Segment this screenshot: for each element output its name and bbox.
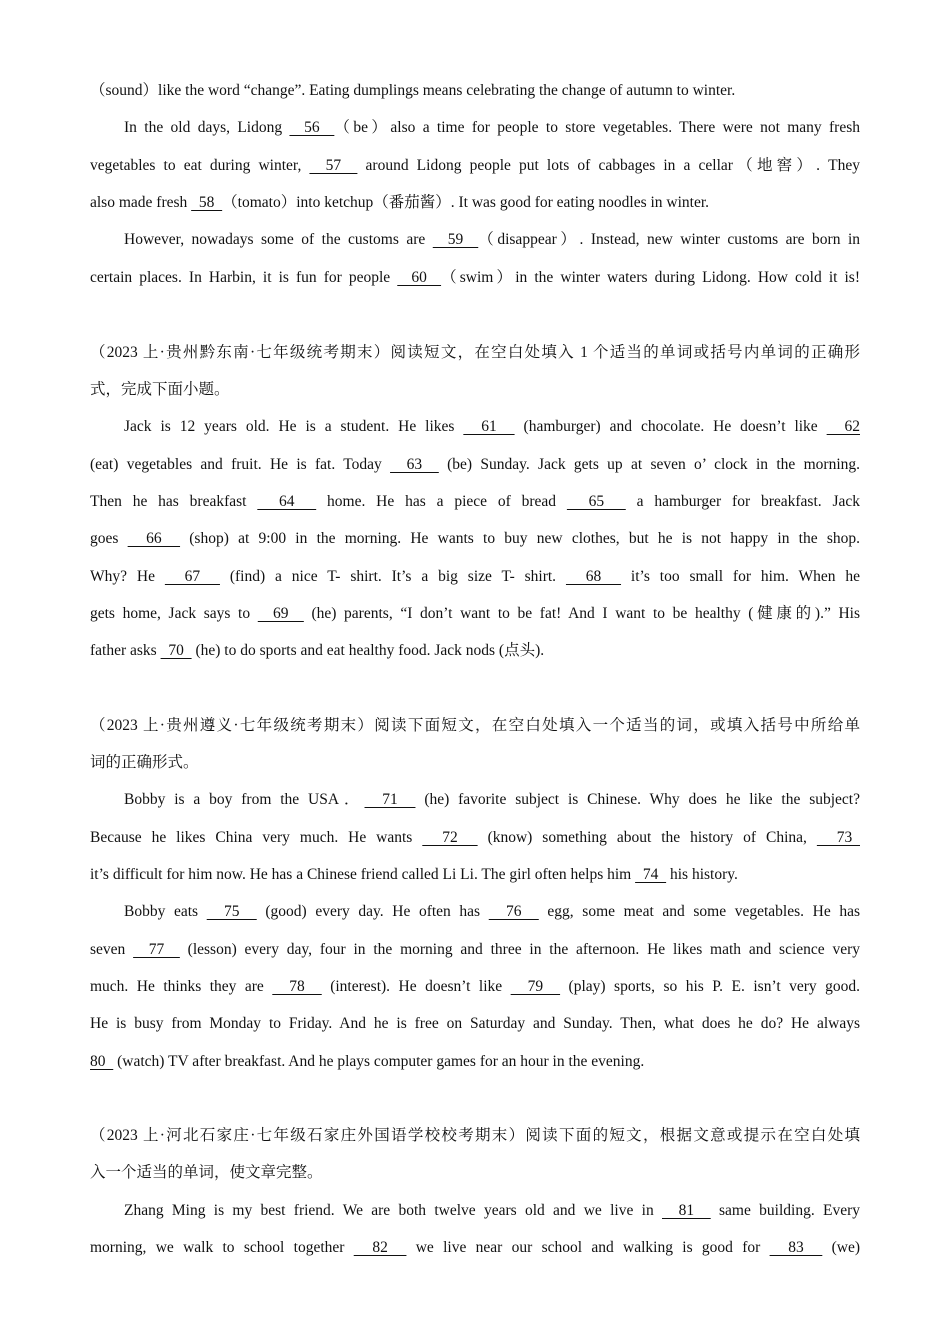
blank-76[interactable]: 76 bbox=[488, 903, 539, 920]
text-run: vegetables to eat during winter, bbox=[90, 157, 310, 174]
text-run: it’s too small for him. When he bbox=[621, 568, 860, 585]
text-run: certain places. In Harbin, it is fun for people bbox=[90, 269, 398, 286]
passage-a-line-3 bbox=[90, 156, 860, 176]
passage-a-line-4 bbox=[90, 193, 860, 213]
blank-61[interactable]: 61 bbox=[463, 418, 515, 435]
blank-67[interactable]: 67 bbox=[164, 568, 220, 585]
passage-b-line-5 bbox=[90, 567, 860, 587]
text-run: (know) something about the history of China, bbox=[477, 829, 817, 846]
text-run: Because he likes China very much. He wants bbox=[90, 829, 423, 846]
text-run: gets home, Jack says to bbox=[90, 605, 258, 622]
blank-75[interactable]: 75 bbox=[206, 903, 257, 920]
passage-b-line-7 bbox=[90, 641, 860, 661]
blank-63[interactable]: 63 bbox=[390, 456, 439, 473]
blank-65[interactable]: 65 bbox=[566, 493, 626, 510]
text-run: Bobby is a boy from the USA． bbox=[124, 791, 365, 808]
text-run: Why? He bbox=[90, 568, 165, 585]
text-run: (interest). He doesn’t like bbox=[321, 978, 511, 995]
blank-71[interactable]: 71 bbox=[364, 791, 416, 808]
text-run: (shop) at 9:00 in the morning. He wants to buy new clothes, but he is not happy in the shop. bbox=[180, 530, 860, 547]
text-run: seven bbox=[90, 941, 134, 958]
blank-82[interactable]: 82 bbox=[353, 1239, 407, 1256]
text-run: 式，完成下面小题。 bbox=[90, 381, 230, 398]
passage-b-line-1 bbox=[124, 417, 860, 437]
passage-a-line-6 bbox=[90, 268, 860, 288]
passage-b-line-4 bbox=[90, 529, 860, 549]
blank-78[interactable]: 78 bbox=[272, 978, 322, 995]
text-run: (watch) TV after breakfast. And he plays computer games for an hour in the evening. bbox=[113, 1053, 645, 1070]
passage-d-heading-cont bbox=[90, 1163, 860, 1183]
text-run: （2023 上·贵州黔东南·七年级统考期末）阅读短文，在空白处填入 1 个适当的单词或括号内单词的正确形 bbox=[90, 344, 860, 361]
passage-b-line-2 bbox=[90, 455, 860, 475]
text-run: （be）also a time for people to store vegetables. There were not many fresh bbox=[334, 119, 860, 136]
passage-b-heading bbox=[90, 343, 860, 363]
text-run: also made fresh bbox=[90, 194, 192, 211]
text-run: Jack is 12 years old. He is a student. He likes bbox=[124, 418, 464, 435]
passage-c-line-8 bbox=[90, 1052, 860, 1072]
text-run: around Lidong people put lots of cabbages in a cellar（地窖）. They bbox=[357, 157, 860, 174]
text-run: （disappear）. Instead, new winter customs are born in bbox=[478, 231, 860, 248]
passage-b-line-6 bbox=[90, 604, 860, 624]
text-run: (be) Sunday. Jack gets up at seven o’ clock in the morning. bbox=[438, 456, 860, 473]
blank-69[interactable]: 69 bbox=[257, 605, 304, 622]
text-run: (play) sports, so his P. E. isn’t very good. bbox=[560, 978, 860, 995]
text-run: Zhang Ming is my best friend. We are both twelve years old and we live in bbox=[124, 1202, 662, 1219]
text-run: a hamburger for breakfast. Jack bbox=[625, 493, 860, 510]
text-run: He is busy from Monday to Friday. And he is free on Saturday and Sunday. Then, what does he do? He always bbox=[90, 1015, 860, 1032]
text-run: egg, some meat and some vegetables. He has bbox=[538, 903, 860, 920]
blank-57[interactable]: 57 bbox=[309, 157, 358, 174]
text-run: same building. Every bbox=[710, 1202, 860, 1219]
blank-72[interactable]: 72 bbox=[422, 829, 478, 846]
passage-d-line-2 bbox=[90, 1238, 860, 1258]
text-run: In the old days, Lidong bbox=[124, 119, 290, 136]
text-run: （swim）in the winter waters during Lidong. How cold it is! bbox=[441, 269, 860, 286]
text-run: 词的正确形式。 bbox=[90, 754, 199, 771]
blank-73[interactable]: 73 bbox=[816, 829, 860, 846]
text-run: 入一个适当的单词，使文章完整。 bbox=[90, 1164, 323, 1181]
passage-b-line-3 bbox=[90, 492, 860, 512]
text-run: (find) a nice T- shirt. It’s a big size T- shirt. bbox=[219, 568, 566, 585]
passage-a-line-1 bbox=[90, 81, 860, 101]
text-run: However, nowadays some of the customs are bbox=[124, 231, 433, 248]
text-run: (he) to do sports and eat healthy food. Jack nods (点头). bbox=[191, 642, 545, 659]
passage-d-line-1 bbox=[124, 1201, 860, 1221]
text-run: it’s difficult for him now. He has a Chinese friend called Li Li. The girl often helps him bbox=[90, 866, 636, 883]
passage-c-heading-cont bbox=[90, 753, 860, 773]
text-run: (hamburger) and chocolate. He doesn’t like bbox=[514, 418, 827, 435]
text-run: (lesson) every day, four in the morning and three in the afternoon. He likes math and science very bbox=[179, 941, 860, 958]
text-run: （sound）like the word “change”. Eating dumplings means celebrating the change of autumn to winter. bbox=[90, 82, 736, 99]
text-run: Then he has breakfast bbox=[90, 493, 258, 510]
passage-d-heading bbox=[90, 1126, 860, 1146]
text-run: much. He thinks they are bbox=[90, 978, 273, 995]
passage-c-heading bbox=[90, 716, 860, 736]
passage-c-line-5 bbox=[90, 940, 860, 960]
blank-83[interactable]: 83 bbox=[769, 1239, 823, 1256]
blank-62[interactable]: 62 bbox=[826, 418, 860, 435]
text-run: （tomato）into ketchup（番茄酱）. It was good for eating noodles in winter. bbox=[222, 194, 710, 211]
text-run: Bobby eats bbox=[124, 903, 207, 920]
passage-c-line-7 bbox=[90, 1014, 860, 1034]
blank-60[interactable]: 60 bbox=[397, 269, 442, 286]
passage-c-line-4 bbox=[124, 902, 860, 922]
blank-77[interactable]: 77 bbox=[133, 941, 180, 958]
blank-81[interactable]: 81 bbox=[662, 1202, 711, 1219]
passage-a-line-5 bbox=[124, 230, 860, 250]
blank-70[interactable]: 70 bbox=[160, 642, 192, 659]
blank-68[interactable]: 68 bbox=[565, 568, 622, 585]
text-run: home. He has a piece of bread bbox=[316, 493, 567, 510]
text-run: goes bbox=[90, 530, 128, 547]
blank-79[interactable]: 79 bbox=[510, 978, 561, 995]
passage-c-line-2 bbox=[90, 828, 860, 848]
blank-66[interactable]: 66 bbox=[127, 530, 181, 547]
text-run: (he) parents, “I don’t want to be fat! And I want to be healthy (健康的).” His bbox=[303, 605, 860, 622]
text-run: (we) bbox=[822, 1239, 860, 1256]
blank-56[interactable]: 56 bbox=[289, 119, 335, 136]
text-run: (eat) vegetables and fruit. He is fat. Today bbox=[90, 456, 391, 473]
passage-b-heading-cont bbox=[90, 380, 860, 400]
passage-a-line-2 bbox=[124, 118, 860, 138]
passage-c-line-3 bbox=[90, 865, 860, 885]
text-run: morning, we walk to school together bbox=[90, 1239, 354, 1256]
blank-58[interactable]: 58 bbox=[191, 194, 223, 211]
text-run: his history. bbox=[666, 866, 738, 883]
text-run: father asks bbox=[90, 642, 161, 659]
text-run: we live near our school and walking is good for bbox=[406, 1239, 770, 1256]
text-run: （2023 上·河北石家庄·七年级石家庄外国语学校校考期末）阅读下面的短文，根据文意或提示在空白处填 bbox=[90, 1127, 860, 1144]
blank-74[interactable]: 74 bbox=[635, 866, 667, 883]
passage-c-line-1 bbox=[124, 790, 860, 810]
blank-80[interactable]: 80 bbox=[90, 1053, 114, 1070]
text-run: (good) every day. He often has bbox=[256, 903, 489, 920]
blank-59[interactable]: 59 bbox=[432, 231, 479, 248]
passage-c-line-6 bbox=[90, 977, 860, 997]
blank-64[interactable]: 64 bbox=[257, 493, 317, 510]
text-run: （2023 上·贵州遵义·七年级统考期末）阅读下面短文，在空白处填入一个适当的词，或填入括号中所给单 bbox=[90, 717, 860, 734]
text-run: (he) favorite subject is Chinese. Why does he like the subject? bbox=[415, 791, 860, 808]
